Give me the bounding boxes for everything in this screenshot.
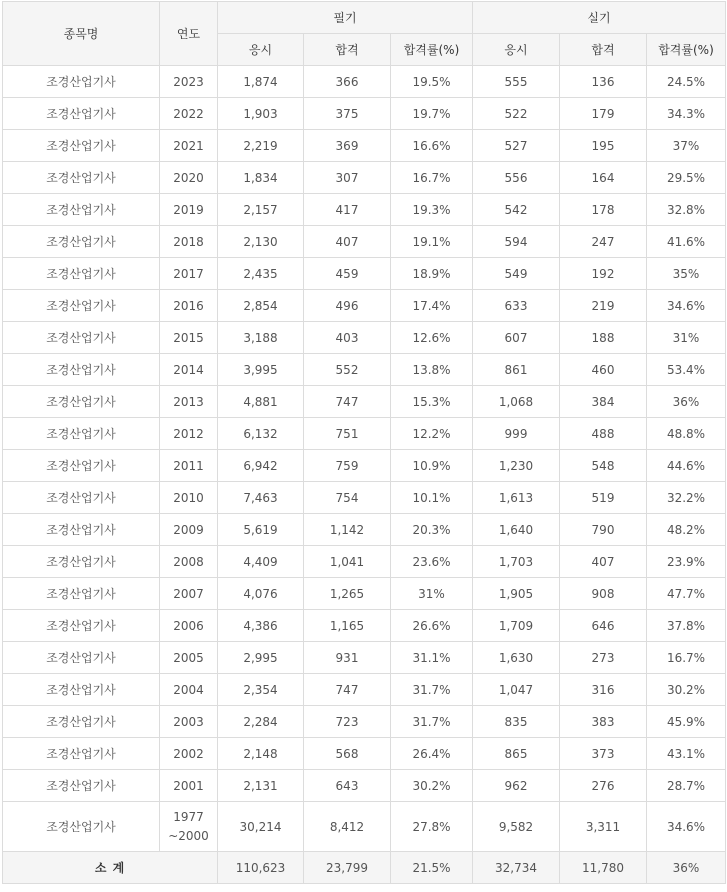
cell-practical-passed: 188: [560, 322, 647, 354]
cell-written-applicants: 2,284: [218, 706, 304, 738]
cell-written-passed: 1,142: [304, 514, 391, 546]
cell-practical-applicants: 1,613: [473, 482, 560, 514]
cell-written-passed: 751: [304, 418, 391, 450]
cell-written-applicants: 3,188: [218, 322, 304, 354]
cell-written-applicants: 1,903: [218, 98, 304, 130]
cell-written-pass-rate: 23.6%: [391, 546, 473, 578]
cell-written-pass-rate: 19.1%: [391, 226, 473, 258]
table-row: [3, 482, 726, 514]
cell-written-pass-rate: 18.9%: [391, 258, 473, 290]
cell-practical-pass-rate: 36%: [647, 386, 726, 418]
cell-written-pass-rate: 20.3%: [391, 514, 473, 546]
cell-practical-applicants: 1,640: [473, 514, 560, 546]
cell-practical-passed: 136: [560, 66, 647, 98]
cell-practical-passed: 646: [560, 610, 647, 642]
cell-written-passed: 369: [304, 130, 391, 162]
cell-year: 2023: [160, 66, 218, 98]
cell-practical-applicants: 594: [473, 226, 560, 258]
cell-written-applicants: 3,995: [218, 354, 304, 386]
cell-written-passed: 307: [304, 162, 391, 194]
cell-practical-pass-rate: 45.9%: [647, 706, 726, 738]
cell-practical-passed: 488: [560, 418, 647, 450]
cell-practical-applicants: 9,582: [473, 802, 560, 852]
cell-exam-name: 조경산업기사: [3, 610, 160, 642]
cell-exam-name: 조경산업기사: [3, 322, 160, 354]
cell-year: 2020: [160, 162, 218, 194]
cell-exam-name: 조경산업기사: [3, 386, 160, 418]
cell-written-passed: 1,165: [304, 610, 391, 642]
cell-written-pass-rate: 19.7%: [391, 98, 473, 130]
table-body: [3, 66, 726, 852]
cell-year: 2022: [160, 98, 218, 130]
cell-written-pass-rate: 31.7%: [391, 706, 473, 738]
cell-written-applicants: 5,619: [218, 514, 304, 546]
total-practical-pass-rate: 36%: [647, 852, 726, 884]
cell-written-pass-rate: 15.3%: [391, 386, 473, 418]
cell-exam-name: 조경산업기사: [3, 194, 160, 226]
cell-practical-applicants: 865: [473, 738, 560, 770]
cell-practical-passed: 316: [560, 674, 647, 706]
cell-year: 2019: [160, 194, 218, 226]
cell-practical-pass-rate: 16.7%: [647, 642, 726, 674]
cell-written-pass-rate: 19.5%: [391, 66, 473, 98]
table-row: [3, 674, 726, 706]
table-row: [3, 354, 726, 386]
cell-written-pass-rate: 31.7%: [391, 674, 473, 706]
cell-year: 2016: [160, 290, 218, 322]
header-exam-name: 종목명: [3, 2, 160, 66]
cell-practical-passed: 192: [560, 258, 647, 290]
cell-practical-pass-rate: 30.2%: [647, 674, 726, 706]
cell-practical-pass-rate: 53.4%: [647, 354, 726, 386]
cell-exam-name: 조경산업기사: [3, 706, 160, 738]
cell-written-pass-rate: 17.4%: [391, 290, 473, 322]
cell-practical-applicants: 1,709: [473, 610, 560, 642]
cell-written-pass-rate: 12.2%: [391, 418, 473, 450]
table-row: [3, 578, 726, 610]
cell-practical-applicants: 861: [473, 354, 560, 386]
cell-practical-pass-rate: 48.2%: [647, 514, 726, 546]
cell-written-pass-rate: 26.4%: [391, 738, 473, 770]
cell-written-passed: 1,265: [304, 578, 391, 610]
table-row: [3, 226, 726, 258]
cell-written-applicants: 4,386: [218, 610, 304, 642]
table-row: [3, 162, 726, 194]
cell-year: 2003: [160, 706, 218, 738]
cell-practical-applicants: 835: [473, 706, 560, 738]
table-row: [3, 706, 726, 738]
cell-written-passed: 568: [304, 738, 391, 770]
cell-written-passed: 747: [304, 674, 391, 706]
cell-practical-applicants: 1,703: [473, 546, 560, 578]
cell-written-passed: 643: [304, 770, 391, 802]
cell-practical-pass-rate: 28.7%: [647, 770, 726, 802]
header-written-applicants: 응시: [218, 34, 304, 66]
cell-practical-applicants: 556: [473, 162, 560, 194]
cell-year: 2013: [160, 386, 218, 418]
cell-written-pass-rate: 10.1%: [391, 482, 473, 514]
cell-practical-pass-rate: 43.1%: [647, 738, 726, 770]
table-row: [3, 642, 726, 674]
total-written-passed: 23,799: [304, 852, 391, 884]
cell-practical-applicants: 1,047: [473, 674, 560, 706]
cell-exam-name: 조경산업기사: [3, 802, 160, 852]
header-written: 필기: [218, 2, 473, 34]
cell-practical-pass-rate: 34.6%: [647, 290, 726, 322]
header-practical-passed: 합격: [560, 34, 647, 66]
cell-practical-applicants: 1,068: [473, 386, 560, 418]
cell-practical-pass-rate: 44.6%: [647, 450, 726, 482]
cell-exam-name: 조경산업기사: [3, 162, 160, 194]
pass-rate-table: [2, 1, 726, 884]
cell-exam-name: 조경산업기사: [3, 354, 160, 386]
cell-written-passed: 931: [304, 642, 391, 674]
cell-written-applicants: 2,157: [218, 194, 304, 226]
table-row: [3, 802, 726, 852]
cell-written-pass-rate: 31%: [391, 578, 473, 610]
cell-practical-passed: 219: [560, 290, 647, 322]
cell-exam-name: 조경산업기사: [3, 258, 160, 290]
cell-practical-pass-rate: 32.2%: [647, 482, 726, 514]
cell-written-applicants: 2,148: [218, 738, 304, 770]
cell-written-passed: 723: [304, 706, 391, 738]
cell-written-applicants: 6,942: [218, 450, 304, 482]
cell-practical-pass-rate: 23.9%: [647, 546, 726, 578]
table-row: [3, 66, 726, 98]
cell-written-passed: 459: [304, 258, 391, 290]
cell-practical-pass-rate: 48.8%: [647, 418, 726, 450]
cell-written-passed: 407: [304, 226, 391, 258]
cell-practical-passed: 178: [560, 194, 647, 226]
cell-written-passed: 366: [304, 66, 391, 98]
cell-written-applicants: 6,132: [218, 418, 304, 450]
cell-practical-passed: 460: [560, 354, 647, 386]
cell-year: 2008: [160, 546, 218, 578]
cell-written-passed: 496: [304, 290, 391, 322]
cell-practical-passed: 548: [560, 450, 647, 482]
cell-year: 1977 ~2000: [160, 802, 218, 852]
cell-written-applicants: 7,463: [218, 482, 304, 514]
cell-practical-pass-rate: 24.5%: [647, 66, 726, 98]
cell-practical-passed: 164: [560, 162, 647, 194]
cell-written-pass-rate: 13.8%: [391, 354, 473, 386]
cell-practical-pass-rate: 32.8%: [647, 194, 726, 226]
cell-practical-passed: 908: [560, 578, 647, 610]
cell-practical-applicants: 527: [473, 130, 560, 162]
table-row: [3, 322, 726, 354]
cell-practical-applicants: 1,905: [473, 578, 560, 610]
header-year: 연도: [160, 2, 218, 66]
table-row: [3, 258, 726, 290]
total-written-pass-rate: 21.5%: [391, 852, 473, 884]
cell-exam-name: 조경산업기사: [3, 770, 160, 802]
cell-practical-pass-rate: 34.3%: [647, 98, 726, 130]
cell-year: 2015: [160, 322, 218, 354]
cell-exam-name: 조경산업기사: [3, 642, 160, 674]
cell-year: 2005: [160, 642, 218, 674]
cell-practical-applicants: 1,230: [473, 450, 560, 482]
cell-written-passed: 747: [304, 386, 391, 418]
table-row: [3, 770, 726, 802]
table-row: [3, 610, 726, 642]
cell-written-pass-rate: 16.7%: [391, 162, 473, 194]
cell-practical-applicants: 555: [473, 66, 560, 98]
cell-year: 2002: [160, 738, 218, 770]
cell-written-passed: 759: [304, 450, 391, 482]
cell-practical-passed: 790: [560, 514, 647, 546]
table-row: [3, 450, 726, 482]
cell-exam-name: 조경산업기사: [3, 98, 160, 130]
cell-written-pass-rate: 12.6%: [391, 322, 473, 354]
cell-practical-applicants: 549: [473, 258, 560, 290]
cell-year: 2009: [160, 514, 218, 546]
table-row: [3, 418, 726, 450]
cell-practical-pass-rate: 37.8%: [647, 610, 726, 642]
cell-written-applicants: 4,409: [218, 546, 304, 578]
header-written-passed: 합격: [304, 34, 391, 66]
cell-practical-applicants: 542: [473, 194, 560, 226]
cell-year: 2004: [160, 674, 218, 706]
table-row: [3, 98, 726, 130]
cell-written-pass-rate: 19.3%: [391, 194, 473, 226]
cell-year: 2010: [160, 482, 218, 514]
table-row: [3, 194, 726, 226]
cell-written-applicants: 1,874: [218, 66, 304, 98]
cell-written-passed: 417: [304, 194, 391, 226]
cell-written-applicants: 2,354: [218, 674, 304, 706]
cell-practical-passed: 519: [560, 482, 647, 514]
cell-practical-applicants: 607: [473, 322, 560, 354]
table-row: [3, 130, 726, 162]
cell-year: 2018: [160, 226, 218, 258]
cell-practical-applicants: 1,630: [473, 642, 560, 674]
cell-written-passed: 8,412: [304, 802, 391, 852]
header-practical: 실기: [473, 2, 726, 34]
total-practical-passed: 11,780: [560, 852, 647, 884]
cell-written-applicants: 2,854: [218, 290, 304, 322]
cell-exam-name: 조경산업기사: [3, 226, 160, 258]
cell-practical-applicants: 522: [473, 98, 560, 130]
cell-written-passed: 552: [304, 354, 391, 386]
cell-exam-name: 조경산업기사: [3, 546, 160, 578]
header-practical-applicants: 응시: [473, 34, 560, 66]
cell-year: 2011: [160, 450, 218, 482]
cell-practical-applicants: 999: [473, 418, 560, 450]
cell-year: 2017: [160, 258, 218, 290]
cell-practical-pass-rate: 29.5%: [647, 162, 726, 194]
cell-written-applicants: 4,881: [218, 386, 304, 418]
cell-written-passed: 754: [304, 482, 391, 514]
cell-written-applicants: 2,131: [218, 770, 304, 802]
cell-exam-name: 조경산업기사: [3, 66, 160, 98]
cell-exam-name: 조경산업기사: [3, 450, 160, 482]
table-row: [3, 546, 726, 578]
cell-practical-passed: 373: [560, 738, 647, 770]
cell-practical-pass-rate: 31%: [647, 322, 726, 354]
total-row: [3, 852, 726, 884]
cell-written-applicants: 2,130: [218, 226, 304, 258]
cell-exam-name: 조경산업기사: [3, 514, 160, 546]
cell-year: 2001: [160, 770, 218, 802]
cell-written-pass-rate: 30.2%: [391, 770, 473, 802]
cell-written-pass-rate: 26.6%: [391, 610, 473, 642]
cell-practical-pass-rate: 35%: [647, 258, 726, 290]
cell-practical-passed: 383: [560, 706, 647, 738]
cell-practical-passed: 273: [560, 642, 647, 674]
cell-exam-name: 조경산업기사: [3, 418, 160, 450]
cell-exam-name: 조경산업기사: [3, 578, 160, 610]
cell-exam-name: 조경산업기사: [3, 290, 160, 322]
cell-practical-passed: 179: [560, 98, 647, 130]
cell-year: 2006: [160, 610, 218, 642]
cell-exam-name: 조경산업기사: [3, 130, 160, 162]
cell-year: 2007: [160, 578, 218, 610]
cell-practical-passed: 195: [560, 130, 647, 162]
cell-written-pass-rate: 27.8%: [391, 802, 473, 852]
cell-practical-passed: 384: [560, 386, 647, 418]
header-written-pass-rate: 합격률(%): [391, 34, 473, 66]
total-label: 소 계: [3, 852, 218, 884]
cell-written-pass-rate: 31.1%: [391, 642, 473, 674]
cell-year: 2012: [160, 418, 218, 450]
cell-practical-applicants: 633: [473, 290, 560, 322]
cell-written-passed: 1,041: [304, 546, 391, 578]
cell-practical-passed: 247: [560, 226, 647, 258]
cell-written-pass-rate: 16.6%: [391, 130, 473, 162]
cell-practical-pass-rate: 47.7%: [647, 578, 726, 610]
total-practical-applicants: 32,734: [473, 852, 560, 884]
table-row: [3, 738, 726, 770]
cell-written-applicants: 2,219: [218, 130, 304, 162]
cell-practical-passed: 3,311: [560, 802, 647, 852]
cell-practical-applicants: 962: [473, 770, 560, 802]
cell-written-applicants: 1,834: [218, 162, 304, 194]
table-row: [3, 386, 726, 418]
cell-written-pass-rate: 10.9%: [391, 450, 473, 482]
cell-exam-name: 조경산업기사: [3, 674, 160, 706]
cell-written-applicants: 2,995: [218, 642, 304, 674]
total-written-applicants: 110,623: [218, 852, 304, 884]
table-row: [3, 514, 726, 546]
cell-written-passed: 375: [304, 98, 391, 130]
cell-written-applicants: 4,076: [218, 578, 304, 610]
cell-practical-pass-rate: 37%: [647, 130, 726, 162]
cell-written-passed: 403: [304, 322, 391, 354]
cell-year: 2014: [160, 354, 218, 386]
cell-written-applicants: 30,214: [218, 802, 304, 852]
cell-practical-passed: 407: [560, 546, 647, 578]
table-row: [3, 290, 726, 322]
cell-exam-name: 조경산업기사: [3, 482, 160, 514]
cell-year: 2021: [160, 130, 218, 162]
cell-practical-passed: 276: [560, 770, 647, 802]
cell-written-applicants: 2,435: [218, 258, 304, 290]
cell-practical-pass-rate: 41.6%: [647, 226, 726, 258]
cell-practical-pass-rate: 34.6%: [647, 802, 726, 852]
header-practical-pass-rate: 합격률(%): [647, 34, 726, 66]
cell-exam-name: 조경산업기사: [3, 738, 160, 770]
